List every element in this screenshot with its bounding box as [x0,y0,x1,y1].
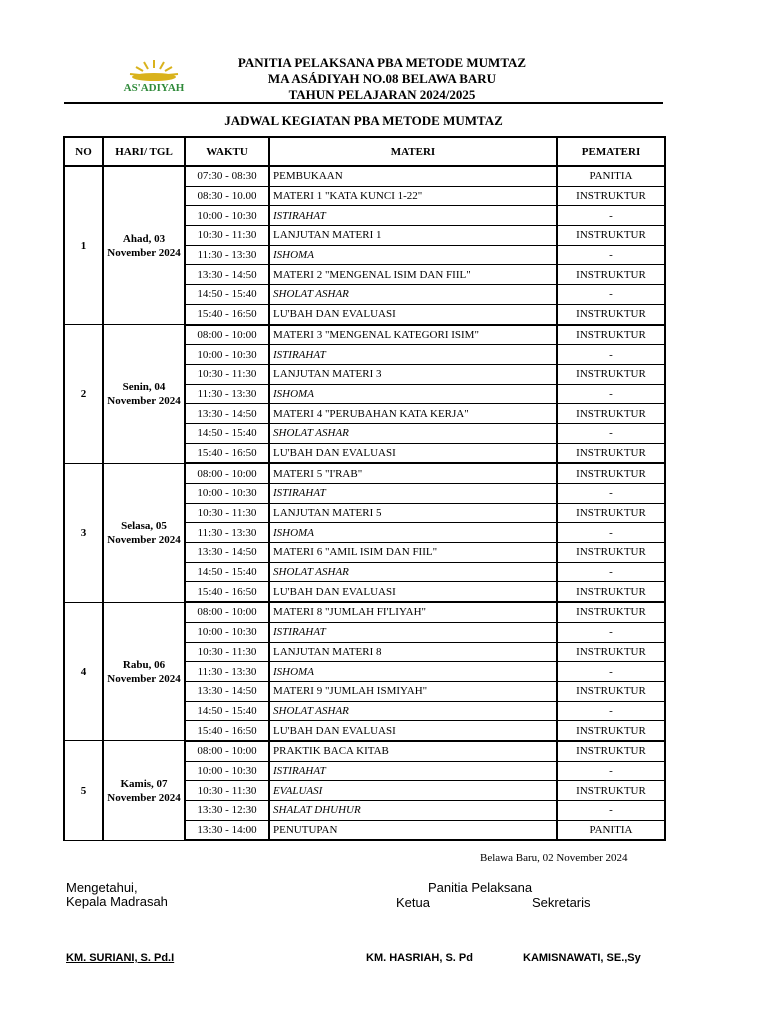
cell-materi: ISHOMA [269,662,557,682]
cell-no: 2 [64,325,103,464]
cell-time: 10:30 - 11:30 [185,781,269,801]
cell-materi: PENUTUPAN [269,820,557,840]
cell-materi: PEMBUKAAN [269,166,557,186]
cell-time: 11:30 - 13:30 [185,662,269,682]
cell-time: 10:00 - 10:30 [185,761,269,781]
table-row [64,602,665,622]
table-row [64,741,665,761]
cell-pemateri: INSTRUKTUR [557,503,665,523]
table-row [64,166,665,186]
cell-time: 13:30 - 14:00 [185,820,269,840]
cell-pemateri: - [557,701,665,721]
cell-materi: ISTIRAHAT [269,622,557,642]
cell-time: 11:30 - 13:30 [185,384,269,404]
cell-time: 15:40 - 16:50 [185,443,269,463]
cell-pemateri: INSTRUKTUR [557,543,665,563]
cell-pemateri: - [557,562,665,582]
cell-materi: MATERI 6 "AMIL ISIM DAN FIIL" [269,543,557,563]
secretary-title: Sekretaris [532,895,591,910]
cell-time: 13:30 - 14:50 [185,265,269,285]
cell-time: 08:00 - 10:00 [185,602,269,622]
cell-materi: ISHOMA [269,523,557,543]
cell-day: Kamis, 07 November 2024 [103,741,185,840]
cell-time: 07:30 - 08:30 [185,166,269,186]
header-line-1: PANITIA PELAKSANA PBA METODE MUMTAZ [237,55,527,70]
cell-time: 10:30 - 11:30 [185,642,269,662]
cell-time: 14:50 - 15:40 [185,701,269,721]
cell-pemateri: - [557,245,665,265]
cell-materi: MATERI 4 "PERUBAHAN KATA KERJA" [269,404,557,424]
cell-no: 5 [64,741,103,840]
cell-time: 08:00 - 10:00 [185,463,269,483]
cell-day: Selasa, 05 November 2024 [103,463,185,602]
cell-materi: LANJUTAN MATERI 8 [269,642,557,662]
secretary-name: KAMISNAWATI, SE.,Sy [523,952,641,964]
cell-pemateri: - [557,206,665,226]
cell-materi: ISTIRAHAT [269,484,557,504]
cell-time: 11:30 - 13:30 [185,245,269,265]
cell-pemateri: INSTRUKTUR [557,642,665,662]
cell-time: 10:00 - 10:30 [185,206,269,226]
cell-materi: SHOLAT ASHAR [269,701,557,721]
cell-time: 10:00 - 10:30 [185,484,269,504]
cell-pemateri: PANITIA [557,820,665,840]
cell-materi: LANJUTAN MATERI 5 [269,503,557,523]
document-header [150,55,614,103]
cell-pemateri: - [557,622,665,642]
cell-time: 08:00 - 10:00 [185,325,269,345]
cell-day: Ahad, 03 November 2024 [103,166,185,325]
cell-time: 13:30 - 14:50 [185,681,269,701]
cell-materi: LU'BAH DAN EVALUASI [269,443,557,463]
cell-pemateri: INSTRUKTUR [557,226,665,246]
header-line-3: TAHUN PELAJARAN 2024/2025 [288,87,476,102]
table-row [64,463,665,483]
header-hari-tgl: HARI/ TGL [103,137,185,166]
schedule-body [64,166,665,840]
cell-time: 14:50 - 15:40 [185,423,269,443]
header-no: NO [64,137,103,166]
cell-time: 15:40 - 16:50 [185,582,269,602]
header-pemateri: PEMATERI [557,137,665,166]
cell-day: Senin, 04 November 2024 [103,325,185,464]
cell-time: 10:00 - 10:30 [185,622,269,642]
cell-no: 4 [64,602,103,741]
cell-materi: LU'BAH DAN EVALUASI [269,721,557,741]
cell-materi: MATERI 9 "JUMLAH ISMIYAH" [269,681,557,701]
cell-pemateri: - [557,484,665,504]
cell-time: 14:50 - 15:40 [185,285,269,305]
cell-materi: SHALAT DHUHUR [269,801,557,821]
cell-materi: ISHOMA [269,245,557,265]
cell-pemateri: - [557,285,665,305]
cell-pemateri: PANITIA [557,166,665,186]
cell-materi: MATERI 5 "I'RAB" [269,463,557,483]
cell-pemateri: - [557,523,665,543]
cell-materi: SHOLAT ASHAR [269,423,557,443]
cell-pemateri: INSTRUKTUR [557,325,665,345]
cell-materi: LU'BAH DAN EVALUASI [269,304,557,324]
cell-pemateri: - [557,761,665,781]
table-row [64,325,665,345]
header-materi: MATERI [269,137,557,166]
place-date: Belawa Baru, 02 November 2024 [480,852,628,864]
cell-time: 10:00 - 10:30 [185,345,269,365]
cell-pemateri: - [557,662,665,682]
cell-materi: ISTIRAHAT [269,761,557,781]
cell-materi: MATERI 8 "JUMLAH FI'LIYAH" [269,602,557,622]
principal-title: Kepala Madrasah [66,894,168,909]
cell-time: 10:30 - 11:30 [185,503,269,523]
cell-time: 13:30 - 14:50 [185,404,269,424]
cell-time: 14:50 - 15:40 [185,562,269,582]
cell-time: 15:40 - 16:50 [185,721,269,741]
cell-time: 10:30 - 11:30 [185,226,269,246]
chair-title: Ketua [396,895,430,910]
cell-materi: LU'BAH DAN EVALUASI [269,582,557,602]
header-waktu: WAKTU [185,137,269,166]
cell-materi: SHOLAT ASHAR [269,285,557,305]
cell-materi: ISTIRAHAT [269,206,557,226]
cell-materi: MATERI 3 "MENGENAL KATEGORI ISIM" [269,325,557,345]
cell-pemateri: INSTRUKTUR [557,741,665,761]
acknowledged-label: Mengetahui, [66,880,138,895]
cell-time: 13:30 - 14:50 [185,543,269,563]
cell-pemateri: INSTRUKTUR [557,404,665,424]
cell-materi: EVALUASI [269,781,557,801]
cell-time: 11:30 - 13:30 [185,523,269,543]
cell-time: 10:30 - 11:30 [185,364,269,384]
cell-pemateri: INSTRUKTUR [557,265,665,285]
cell-materi: MATERI 2 "MENGENAL ISIM DAN FIIL" [269,265,557,285]
cell-pemateri: INSTRUKTUR [557,304,665,324]
table-header-row [64,137,665,166]
chair-name: KM. HASRIAH, S. Pd [366,952,473,964]
cell-time: 15:40 - 16:50 [185,304,269,324]
cell-time: 08:30 - 10.00 [185,186,269,206]
cell-pemateri: INSTRUKTUR [557,781,665,801]
cell-pemateri: INSTRUKTUR [557,681,665,701]
cell-materi: ISHOMA [269,384,557,404]
cell-pemateri: INSTRUKTUR [557,186,665,206]
cell-pemateri: - [557,345,665,365]
cell-pemateri: INSTRUKTUR [557,463,665,483]
cell-pemateri: INSTRUKTUR [557,364,665,384]
cell-time: 13:30 - 12:30 [185,801,269,821]
cell-no: 3 [64,463,103,602]
schedule-table [63,136,666,841]
cell-day: Rabu, 06 November 2024 [103,602,185,741]
cell-pemateri: - [557,423,665,443]
header-divider [64,102,663,104]
header-line-2: MA ASÁDIYAH NO.08 BELAWA BARU [267,71,497,86]
cell-pemateri: INSTRUKTUR [557,443,665,463]
cell-pemateri: - [557,384,665,404]
cell-materi: LANJUTAN MATERI 3 [269,364,557,384]
logo-text: AS'ADIYAH [123,82,185,94]
cell-no: 1 [64,166,103,325]
document-title: JADWAL KEGIATAN PBA METODE MUMTAZ [224,113,503,128]
committee-label: Panitia Pelaksana [428,880,533,895]
cell-materi: ISTIRAHAT [269,345,557,365]
principal-name: KM. SURIANI, S. Pd.I [66,952,175,964]
cell-materi: PRAKTIK BACA KITAB [269,741,557,761]
cell-pemateri: INSTRUKTUR [557,582,665,602]
cell-pemateri: INSTRUKTUR [557,721,665,741]
cell-time: 08:00 - 10:00 [185,741,269,761]
cell-materi: LANJUTAN MATERI 1 [269,226,557,246]
cell-pemateri: - [557,801,665,821]
cell-pemateri: INSTRUKTUR [557,602,665,622]
cell-materi: SHOLAT ASHAR [269,562,557,582]
cell-materi: MATERI 1 "KATA KUNCI 1-22" [269,186,557,206]
